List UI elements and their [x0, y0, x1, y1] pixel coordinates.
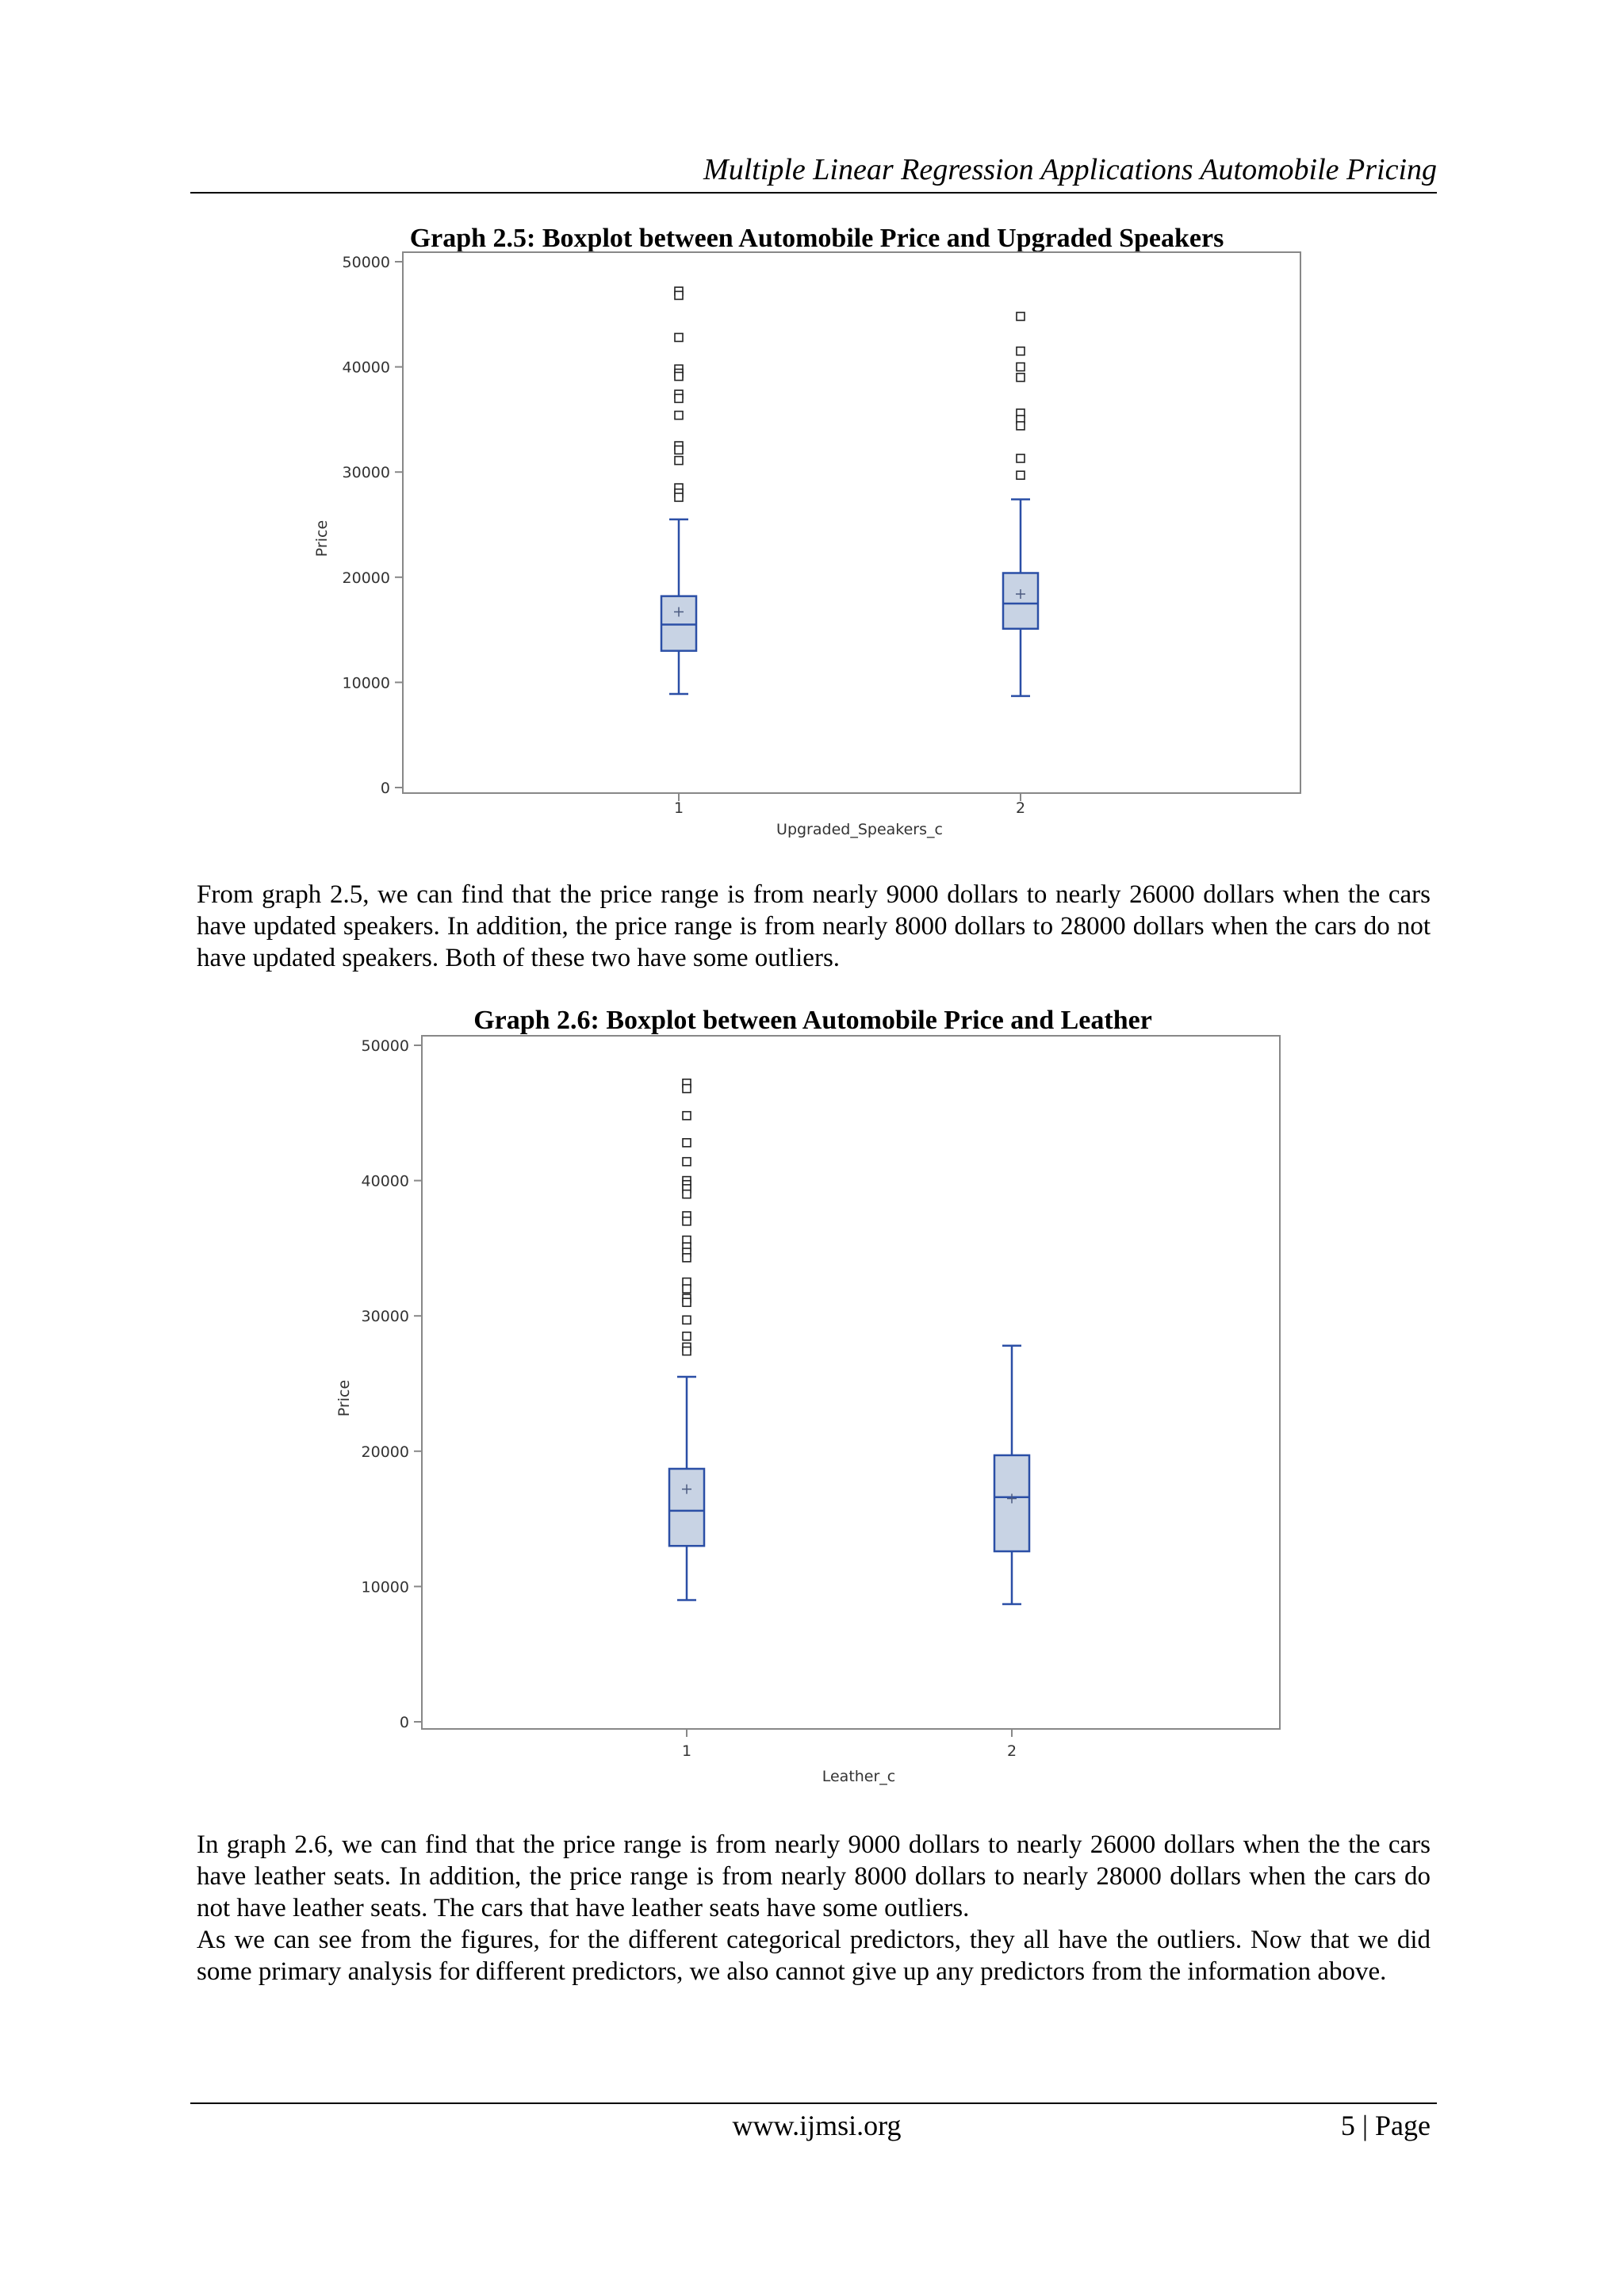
x-tick-label: 1 [681, 1742, 692, 1760]
x-tick-label: 1 [673, 799, 684, 817]
iqr-box [661, 596, 696, 651]
figure-caption-2-6: Graph 2.6: Boxplot between Automobile Price and Leather [473, 1006, 1152, 1035]
y-axis-label: Price [313, 519, 331, 558]
outlier-point [683, 1190, 691, 1198]
footer-url[interactable]: www.ijmsi.org [732, 2110, 902, 2141]
outlier-point [675, 373, 683, 381]
paragraph-graph-2-5 [197, 879, 1431, 974]
outlier-point [683, 1085, 691, 1093]
plot-frame [403, 252, 1300, 793]
header-rule [190, 192, 1437, 194]
outlier-point [675, 446, 683, 454]
outlier-point [675, 394, 683, 402]
paragraph-text: In graph 2.6, we can find that the price range is from nearly 9000 dollars to nearly 26000 dollars when the the cars have leather seats. In addition, the price range is from nearly 8000 dollars to nearly 28000 dollars when the cars do not have leather seats. The cars that have leather seats have some outliers. [197, 1830, 1431, 1922]
outlier-point [683, 1298, 691, 1306]
outlier-point [675, 333, 683, 341]
outlier-point [1017, 374, 1025, 381]
outlier-point [683, 1139, 691, 1147]
outlier-point [683, 1158, 691, 1166]
x-tick-label: 2 [1006, 1742, 1017, 1760]
y-tick-label: 30000 [361, 1308, 409, 1326]
outlier-point [683, 1112, 691, 1120]
x-axis-label: Leather_c [822, 1768, 896, 1785]
y-tick-label: 20000 [361, 1443, 409, 1461]
figure-caption-2-5: Graph 2.5: Boxplot between Automobile Price and Upgraded Speakers [409, 224, 1224, 253]
outlier-point [683, 1316, 691, 1324]
outlier-point [1017, 312, 1025, 320]
iqr-box [1003, 573, 1038, 628]
y-tick-label: 0 [399, 1714, 409, 1731]
paragraph-text: From graph 2.5, we can find that the price range is from nearly 9000 dollars to nearly 26000 dollars when the cars have updated speakers. In addition, the price range is from nearly 8000 dollars to 28000 dollars when the cars do not have updated speakers. Both of these two have some outliers. [197, 880, 1431, 972]
footer-rule [190, 2102, 1437, 2104]
paragraph-graph-2-6 [197, 1829, 1431, 1987]
outlier-point [683, 1332, 691, 1340]
plot-frame [422, 1036, 1280, 1729]
x-tick-label: 2 [1015, 799, 1026, 817]
y-tick-label: 10000 [342, 674, 390, 692]
y-tick-label: 20000 [342, 569, 390, 587]
y-tick-label: 0 [380, 780, 390, 797]
outlier-point [675, 457, 683, 465]
page-number: 5 | Page [1340, 2110, 1431, 2141]
outlier-point [1017, 422, 1025, 430]
boxplot-upgraded-speakers [0, 238, 1624, 857]
outlier-point [683, 1254, 691, 1262]
boxplot-leather [0, 1023, 1624, 1800]
outlier-point [683, 1217, 691, 1225]
outlier-point [1017, 363, 1025, 371]
paragraph-text: As we can see from the figures, for the different categorical predictors, they all have the outliers. Now that we did some primary analysis for different predictors, we also cannot give up any predictors from the information above. [197, 1926, 1431, 1986]
outlier-point [675, 412, 683, 420]
y-tick-label: 50000 [361, 1037, 409, 1055]
x-axis-label: Upgraded_Speakers_c [776, 821, 943, 838]
y-tick-label: 10000 [361, 1578, 409, 1596]
outlier-point [683, 1347, 691, 1355]
outlier-point [675, 291, 683, 299]
outlier-point [683, 1285, 691, 1293]
y-tick-label: 40000 [342, 358, 390, 377]
outlier-point [1017, 471, 1025, 479]
running-title: Multiple Linear Regression Applications Automobile Pricing [703, 153, 1437, 186]
iqr-box [669, 1469, 704, 1546]
y-tick-label: 30000 [342, 464, 390, 482]
y-axis-label: Price [335, 1379, 353, 1417]
outlier-point [1017, 454, 1025, 462]
outlier-point [1017, 347, 1025, 355]
y-tick-label: 40000 [361, 1172, 409, 1190]
y-tick-label: 50000 [342, 254, 390, 271]
outlier-point [675, 493, 683, 501]
